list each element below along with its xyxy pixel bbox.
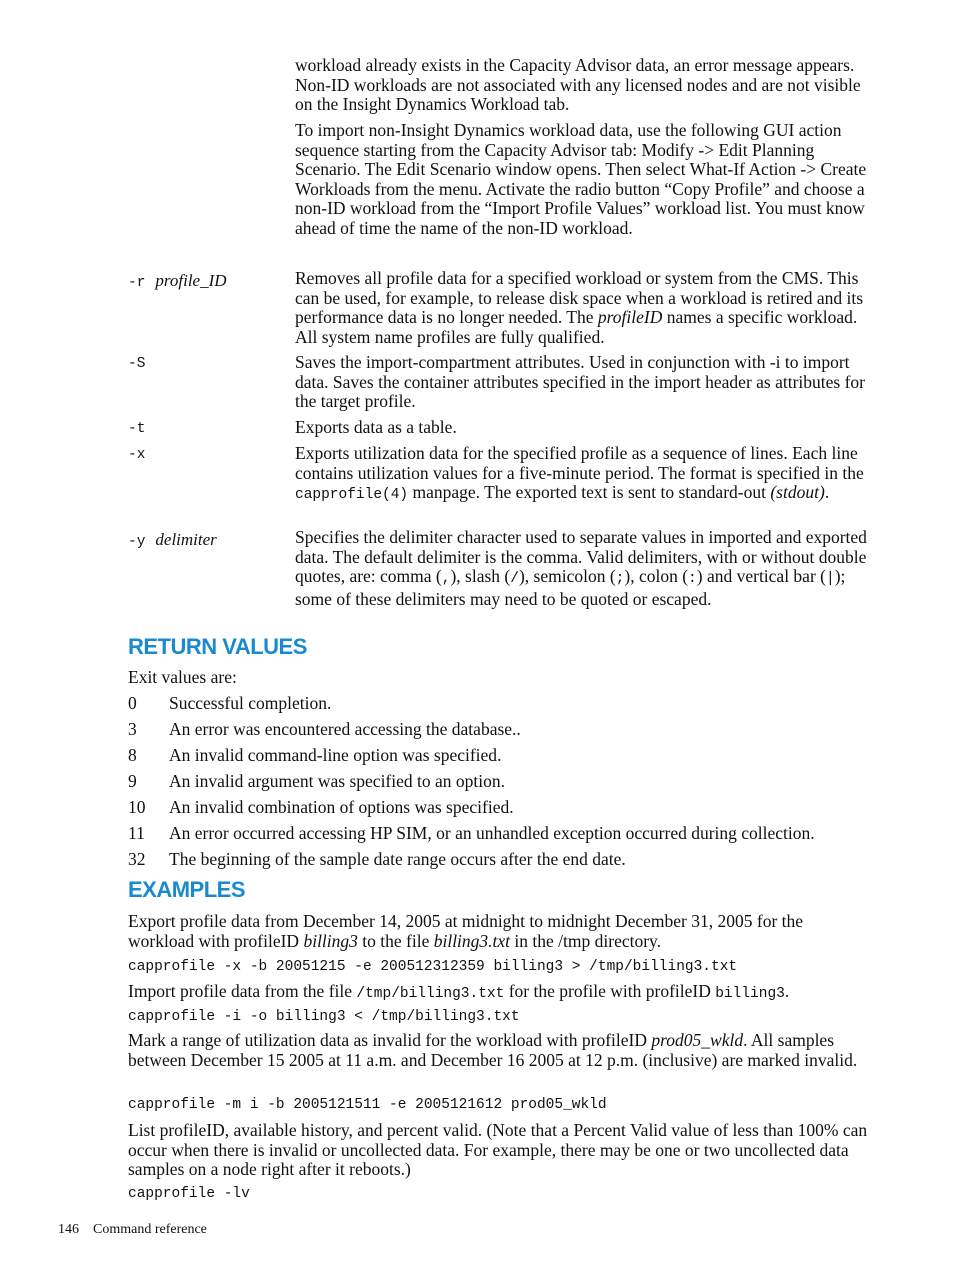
option-x-flag: -x (128, 447, 146, 463)
exit-description: Successful completion. (169, 693, 332, 713)
option-t-flag: -t (128, 421, 146, 437)
option-argument: delimiter (155, 530, 217, 549)
example-1-code: capprofile -x -b 20051215 -e 200512312359 billing3 > /tmp/billing3.txt (128, 959, 738, 975)
exit-code: 8 (128, 745, 137, 765)
exit-description: The beginning of the sample date range occurs after the end date. (169, 849, 626, 869)
example-4-description: List profileID, available history, and percent valid. (Note that a Percent Valid value of less than 100% can occur when there is invalid or uncollected data. For example, there may be one or two uncollected data samples on a node right after it reboots.) (128, 1120, 868, 1179)
exit-description: An error was encountered accessing the database.. (169, 719, 521, 739)
intro-paragraph-1: workload already exists in the Capacity Advisor data, an error message appears. Non-ID workloads are not associated with any licensed nodes and are not visible on the Insight Dynamics Workload tab. (295, 55, 861, 114)
option-x-description: Exports utilization data for the specified profile as a sequence of lines. Each line contains utilization values for a five-minute period. The format is specified in the capprofile(4) manpage. The exported text is sent to standard-out (stdout). (295, 443, 864, 503)
option-t-description: Exports data as a table. (295, 417, 457, 437)
option-flag: -y (128, 534, 146, 550)
footer-section-title: Command reference (93, 1222, 207, 1237)
exit-description: An invalid command-line option was specified. (169, 745, 502, 765)
option-argument: profile_ID (155, 271, 227, 290)
option-r-term (128, 271, 227, 291)
exit-code: 0 (128, 693, 137, 713)
return-values-heading: RETURN VALUES (128, 634, 307, 659)
exit-description: An invalid combination of options was specified. (169, 797, 514, 817)
exit-code: 3 (128, 719, 137, 739)
page-number: 146 (58, 1222, 79, 1237)
exit-code: 11 (128, 823, 145, 843)
exit-description: An invalid argument was specified to an option. (169, 771, 505, 791)
exit-code: 10 (128, 797, 146, 817)
example-3-code: capprofile -m i -b 2005121511 -e 2005121612 prod05_wkld (128, 1097, 607, 1113)
option-S-flag: -S (128, 356, 146, 372)
option-y-description: Specifies the delimiter character used to separate values in imported and exported data. The default delimiter is the comma. Valid delimiters, with or without double quotes, are: comma (,), slash (/), semicolon (;), colon (:) and vertical bar (|); some of these delimiters may need to be quoted or escaped. (295, 527, 867, 609)
intro-paragraph-2: To import non-Insight Dynamics workload data, use the following GUI action sequence starting from the Capacity Advisor tab: Modify -> Edit Planning Scenario. The Edit Scenario window opens. Then select What-If Action -> Create Workloads from the menu. Activate the radio button “Copy Profile” and choose a non-ID workload from the “Import Profile Values” workload list. You must know ahead of time the name of the non-ID workload. (295, 120, 867, 238)
return-values-intro: Exit values are: (128, 667, 237, 687)
example-4-code: capprofile -lv (128, 1186, 250, 1202)
page-footer (58, 1222, 221, 1238)
example-3-description: Mark a range of utilization data as invalid for the workload with profileID prod05_wkld. All samples between December 15 2005 at 11 a.m. and December 16 2005 at 12 p.m. (inclusive) are marked invalid. (128, 1030, 858, 1070)
example-2-code: capprofile -i -o billing3 < /tmp/billing3.txt (128, 1009, 520, 1025)
option-S-description: Saves the import-compartment attributes. Used in conjunction with -i to import data. Saves the container attributes specified in the import header as attributes for the target profile. (295, 352, 866, 411)
exit-code: 9 (128, 771, 137, 791)
exit-description: An error occurred accessing HP SIM, or an unhandled exception occurred during collection. (169, 823, 815, 843)
option-y-term (128, 530, 217, 550)
exit-code: 32 (128, 849, 146, 869)
option-r-description: Removes all profile data for a specified workload or system from the CMS. This can be used, for example, to release disk space when a workload is retired and its performance data is no longer needed. The profileID names a specific workload. All system name profiles are fully qualified. (295, 268, 864, 347)
option-flag: -r (128, 275, 146, 291)
examples-heading: EXAMPLES (128, 877, 246, 902)
example-2-description: Import profile data from the file /tmp/billing3.txt for the profile with profileID billing3. (128, 981, 790, 1002)
example-1-description: Export profile data from December 14, 2005 at midnight to midnight December 31, 2005 for the workload with profileID billing3 to the file billing3.txt in the /tmp directory. (128, 911, 804, 951)
